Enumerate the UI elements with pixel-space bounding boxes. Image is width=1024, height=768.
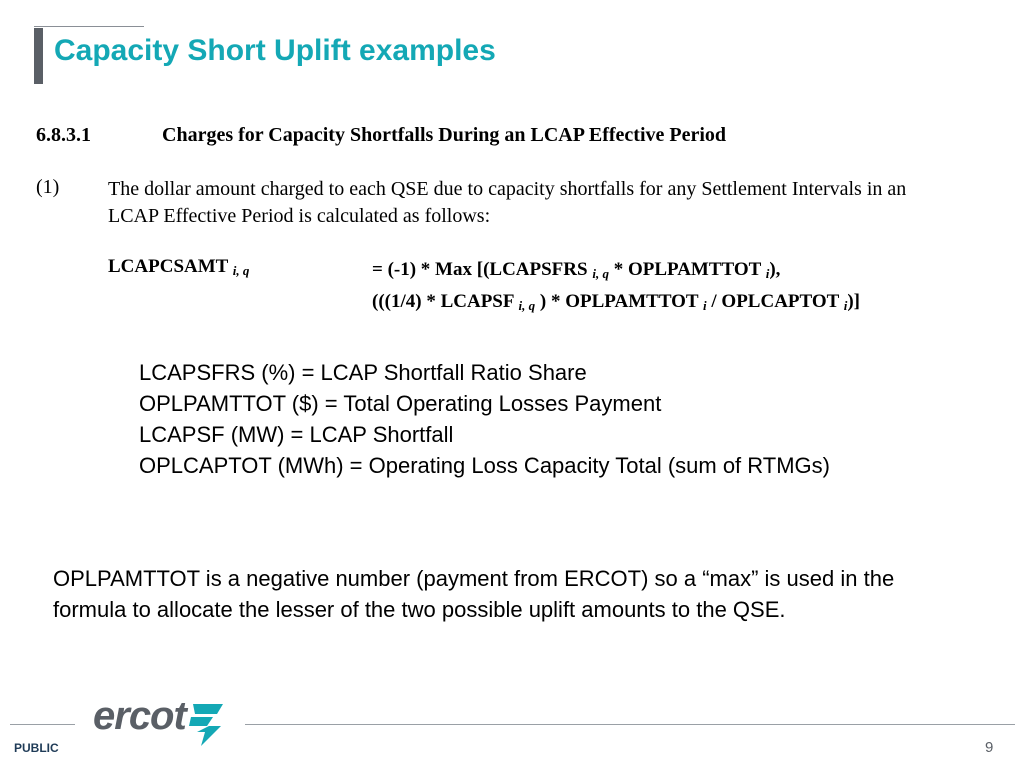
slide-title: Capacity Short Uplift examples	[54, 34, 496, 67]
formula-term: * OPLPAMTTOT	[613, 259, 761, 280]
title-accent-line	[34, 26, 144, 27]
title-accent-bar	[34, 28, 43, 84]
classification-label: PUBLIC	[14, 741, 59, 755]
formula-subscript: i	[765, 266, 770, 281]
formula-term: = (-1) * Max [(LCAPSFRS	[372, 259, 588, 280]
formula-lhs-subscript: i, q	[232, 263, 250, 278]
item-number: (1)	[36, 176, 60, 198]
ercot-logo-text: ercot	[93, 694, 186, 738]
formula-term: ) * OPLPAMTTOT	[539, 291, 699, 312]
formula-term: )]	[847, 291, 860, 312]
definitions-list	[139, 357, 830, 481]
formula-subscript: i, q	[518, 298, 536, 313]
formula-rhs	[372, 256, 860, 320]
formula-term: ),	[769, 259, 781, 280]
page-number: 9	[985, 739, 994, 756]
formula-subscript: i	[703, 298, 707, 313]
rule-paragraph: The dollar amount charged to each QSE due to capacity shortfalls for any Settlement Intervals in an LCAP Effective Period is calculated as follows:	[108, 178, 907, 227]
section-number: 6.8.3.1	[36, 124, 91, 146]
explanatory-note: OPLPAMTTOT is a negative number (payment from ERCOT) so a “max” is used in the formula to allocate the lesser of the two possible uplift amounts to the QSE.	[53, 566, 895, 622]
footer-divider-right	[245, 724, 1015, 725]
formula-lhs	[108, 256, 249, 279]
definition-item: LCAPSF (MW) = LCAP Shortfall	[139, 422, 454, 447]
formula-rhs-line-1	[372, 256, 860, 288]
definition-item: LCAPSFRS (%) = LCAP Shortfall Ratio Share	[139, 360, 587, 385]
definition-item: OPLCAPTOT (MWh) = Operating Loss Capacity Total (sum of RTMGs)	[139, 453, 830, 478]
footer-divider-left	[10, 724, 75, 725]
formula-term: / OPLCAPTOT	[711, 291, 839, 312]
ercot-bolt-icon	[187, 702, 227, 748]
formula-lhs-term: LCAPCSAMT	[108, 256, 228, 277]
definition-item: OPLPAMTTOT ($) = Total Operating Losses Payment	[139, 391, 662, 416]
formula-subscript: i, q	[592, 266, 609, 281]
formula-term: (((1/4) * LCAPSF	[372, 291, 514, 312]
formula-rhs-line-2	[372, 288, 860, 320]
section-title: Charges for Capacity Shortfalls During an LCAP Effective Period	[162, 124, 727, 146]
formula-subscript: i	[843, 298, 848, 313]
